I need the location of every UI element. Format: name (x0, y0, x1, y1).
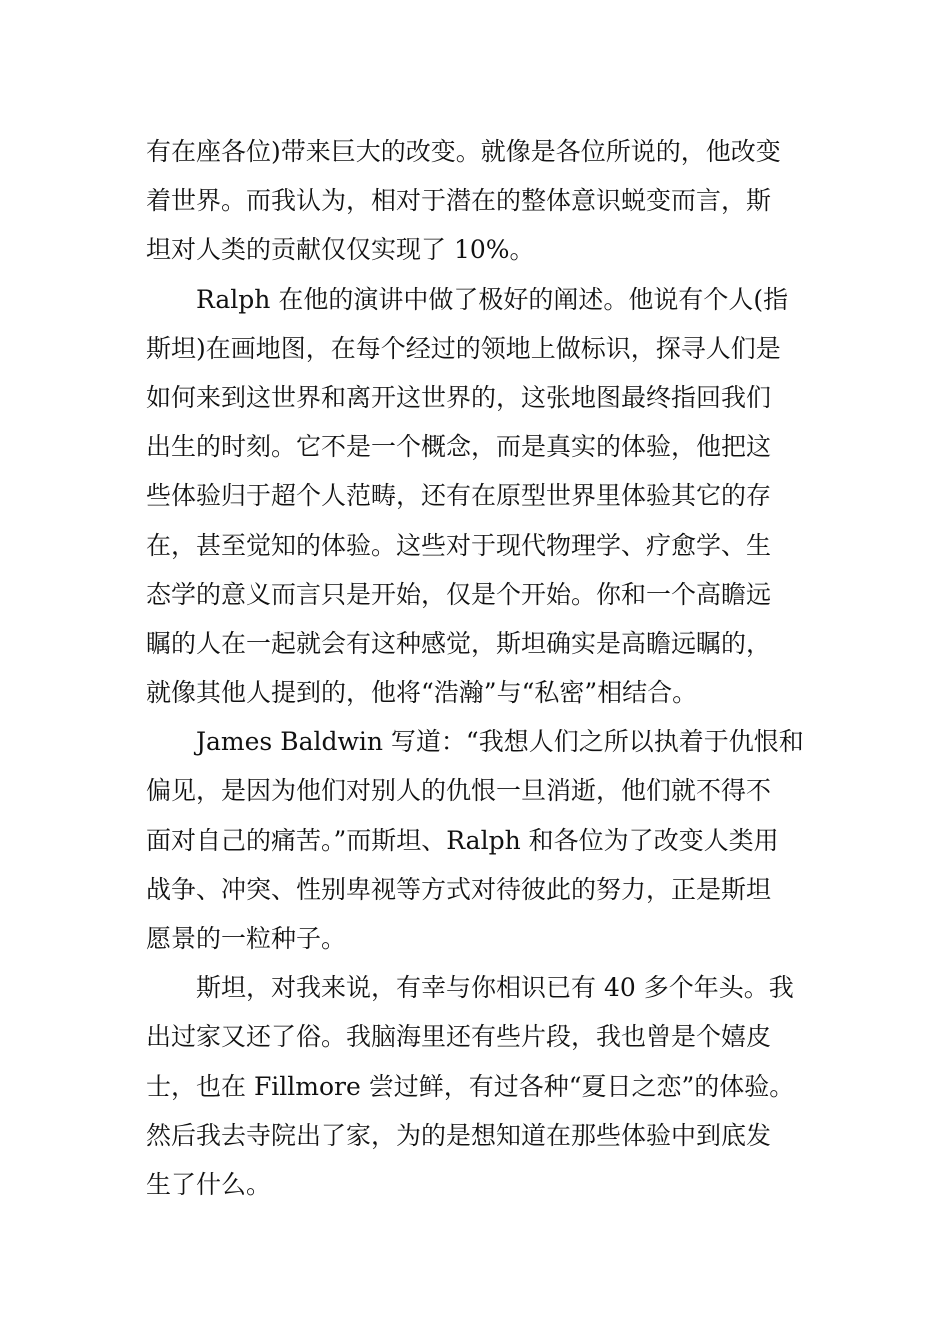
text-line: 战争、冲突、性别卑视等方式对待彼此的努力，正是斯坦 (146, 874, 772, 904)
text-line: 斯坦)在画地图，在每个经过的领地上做标识，探寻人们是 (146, 333, 781, 363)
text-line: 态学的意义而言只是开始，仅是个开始。你和一个高瞻远 (146, 579, 772, 609)
text-line: 生了什么。 (146, 1169, 272, 1199)
text-line: 如何来到这世界和离开这世界的，这张地图最终指回我们 (146, 382, 772, 412)
text-line: 有在座各位)带来巨大的改变。就像是各位所说的，他改变 (146, 137, 781, 166)
text-line: 出生的时刻。它不是一个概念，而是真实的体验，他把这 (146, 432, 772, 462)
text-line: 瞩的人在一起就会有这种感觉，斯坦确实是高瞻远瞩的， (146, 628, 772, 658)
document-body (146, 127, 816, 1209)
text-line: 面对自己的痛苦。”而斯坦、Ralph 和各位为了改变人类用 (146, 825, 779, 855)
text-line: 然后我去寺院出了家，为的是想知道在那些体验中到底发 (146, 1120, 772, 1150)
text-line: 士，也在 Fillmore 尝过鲜，有过各种“夏日之恋”的体验。 (146, 1071, 795, 1101)
text-line: 坦对人类的贡献仅仅实现了 10%。 (146, 235, 535, 265)
text-line: 愿景的一粒种子。 (146, 924, 347, 953)
text-line: 着世界。而我认为，相对于潜在的整体意识蜕变而言，斯 (146, 186, 772, 216)
paragraph-first-line: Ralph 在他的演讲中做了极好的阐述。他说有个人(指 (196, 284, 789, 314)
text-line: 些体验归于超个人范畴，还有在原型世界里体验其它的存 (146, 481, 772, 511)
text-line: 在，甚至觉知的体验。这些对于现代物理学、疗愈学、生 (146, 530, 772, 560)
text-line: 就像其他人提到的，他将“浩瀚”与“私密”相结合。 (146, 678, 698, 708)
text-line: 出过家又还了俗。我脑海里还有些片段，我也曾是个嬉皮 (146, 1022, 772, 1052)
paragraph-first-line: James Baldwin 写道：“我想人们之所以执着于仇恨和 (196, 727, 804, 757)
text-line: 偏见，是因为他们对别人的仇恨一旦消逝，他们就不得不 (146, 776, 772, 806)
paragraph-first-line: 斯坦，对我来说，有幸与你相识已有 40 多个年头。我 (196, 973, 794, 1003)
